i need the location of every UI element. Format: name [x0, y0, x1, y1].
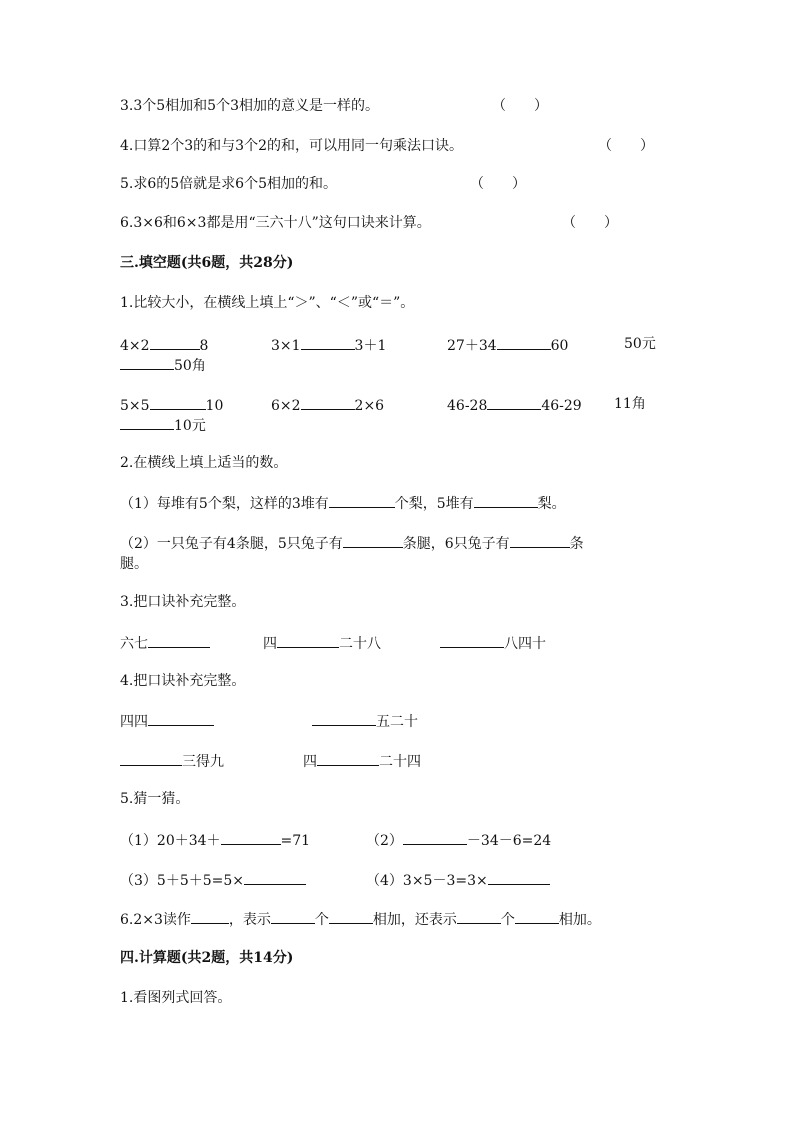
blank-line[interactable] — [312, 710, 376, 726]
compare-item-left: 11角 — [614, 396, 646, 412]
expr-right: 3＋1 — [354, 338, 387, 354]
text: （4）3×5－3=3× — [366, 873, 488, 889]
compare-item — [120, 334, 208, 356]
compare-item — [120, 394, 223, 416]
text: （3）5＋5＋5=5× — [120, 873, 244, 889]
text: 二十八 — [339, 636, 381, 652]
text: 条腿，6只兔子有 — [402, 536, 510, 552]
judge-item-4 — [120, 136, 654, 156]
text: 四四 — [120, 714, 148, 730]
blank-line[interactable] — [474, 492, 538, 508]
question-title: 1.看图列式回答。 — [120, 990, 232, 1006]
blank-line[interactable] — [150, 334, 200, 350]
sub-question — [366, 869, 550, 891]
blank-line[interactable] — [271, 908, 315, 924]
question-title: 4.把口诀补充完整。 — [120, 673, 246, 689]
expr-right: 8 — [199, 338, 209, 354]
formula-item — [120, 632, 210, 654]
blank-line[interactable] — [148, 632, 210, 648]
answer-paren[interactable]: （ ） — [562, 215, 618, 231]
blank-line[interactable] — [301, 394, 355, 410]
compare-item — [271, 334, 386, 356]
compare-item-right — [120, 414, 206, 436]
section-heading-fill-blank: 三.填空题(共6题，共28分) — [120, 255, 294, 271]
expr-right: 2×6 — [354, 398, 385, 414]
formula-item — [303, 750, 421, 772]
compare-item-left: 50元 — [624, 336, 656, 352]
blank-line[interactable] — [343, 532, 403, 548]
compare-item — [271, 394, 384, 416]
sub-question — [120, 492, 566, 514]
text: 五二十 — [376, 714, 418, 730]
compare-item — [447, 334, 568, 356]
expr-left: 3×1 — [271, 338, 301, 354]
formula-item — [120, 710, 214, 732]
sub-question — [366, 829, 551, 851]
expr-right: 60 — [550, 338, 569, 354]
text: 条 — [569, 536, 584, 552]
expr-right: 46-29 — [541, 398, 582, 414]
blank-line[interactable] — [244, 869, 306, 885]
text: 四 — [263, 636, 277, 652]
blank-line[interactable] — [120, 750, 182, 766]
blank-line[interactable] — [120, 414, 174, 430]
text: 6.2×3读作 — [120, 912, 191, 928]
answer-paren[interactable]: （ ） — [598, 138, 654, 154]
blank-line[interactable] — [440, 632, 504, 648]
text: 个 — [314, 912, 329, 928]
expr-right: 10 — [205, 398, 224, 414]
blank-line[interactable] — [277, 632, 339, 648]
question-six — [120, 908, 601, 930]
blank-line[interactable] — [329, 492, 395, 508]
text: =71 — [280, 833, 311, 849]
expr-left: 6×2 — [271, 398, 301, 414]
blank-line[interactable] — [510, 532, 570, 548]
blank-line[interactable] — [403, 829, 467, 845]
text: 三得九 — [182, 754, 224, 770]
blank-line[interactable] — [457, 908, 501, 924]
blank-line[interactable] — [148, 710, 214, 726]
text: （1）20＋34＋ — [120, 833, 221, 849]
judge-text: 6.3×6和6×3都是用“三六十八”这句口诀来计算。 — [120, 215, 431, 231]
blank-line[interactable] — [317, 750, 379, 766]
sub-question — [120, 532, 584, 554]
question-title: 5.猜一猜。 — [120, 791, 190, 807]
answer-paren[interactable]: （ ） — [470, 176, 526, 192]
text: 个 — [500, 912, 515, 928]
blank-line[interactable] — [488, 869, 550, 885]
question-title: 1.比较大小，在横线上填上“＞”、“＜”或“＝”。 — [120, 295, 415, 311]
text: ，表示 — [228, 912, 271, 928]
text: 二十四 — [379, 754, 421, 770]
blank-line[interactable] — [515, 908, 559, 924]
blank-line[interactable] — [150, 394, 206, 410]
formula-item — [440, 632, 546, 654]
text: －34－6=24 — [466, 833, 552, 849]
compare-item-right — [120, 354, 206, 376]
blank-line[interactable] — [497, 334, 551, 350]
formula-item — [312, 710, 418, 732]
expr-left: 5×5 — [120, 398, 150, 414]
judge-text: 5.求6的5倍就是求6个5相加的和。 — [120, 176, 337, 192]
judge-item-6 — [120, 213, 618, 233]
blank-line[interactable] — [191, 908, 229, 924]
expr-left: 46-28 — [447, 398, 488, 414]
judge-text: 4.口算2个3的和与3个2的和，可以用同一句乘法口诀。 — [120, 138, 463, 154]
expr-right: 50角 — [174, 358, 206, 374]
text: 四 — [303, 754, 317, 770]
text: （1）每堆有5个梨，这样的3堆有 — [120, 496, 329, 512]
judge-text: 3.3个5相加和5个3相加的意义是一样的。 — [120, 98, 379, 114]
text: 个梨，5堆有 — [394, 496, 474, 512]
question-title: 2.在横线上填上适当的数。 — [120, 455, 288, 471]
expr-left: 4×2 — [120, 338, 150, 354]
text: （2） — [366, 833, 403, 849]
text: （2）一只兔子有4条腿，5只兔子有 — [120, 536, 343, 552]
text: 八四十 — [504, 636, 546, 652]
compare-item — [447, 394, 582, 416]
expr-left: 27＋34 — [447, 338, 497, 354]
question-title: 3.把口诀补充完整。 — [120, 594, 246, 610]
section-heading-calculation: 四.计算题(共2题，共14分) — [120, 950, 294, 966]
text: 相加，还表示 — [372, 912, 457, 928]
expr-right: 10元 — [174, 418, 206, 434]
blank-line[interactable] — [301, 334, 355, 350]
judge-item-5 — [120, 174, 526, 194]
formula-item — [263, 632, 381, 654]
formula-item — [120, 750, 224, 772]
sub-question — [120, 869, 306, 891]
blank-line[interactable] — [487, 394, 541, 410]
text: 六七 — [120, 636, 148, 652]
text: 相加。 — [558, 912, 601, 928]
sub-question — [120, 829, 310, 851]
answer-paren[interactable]: （ ） — [492, 98, 548, 114]
text: 梨。 — [537, 496, 566, 512]
blank-line[interactable] — [120, 354, 174, 370]
judge-item-3 — [120, 96, 548, 116]
blank-line[interactable] — [221, 829, 281, 845]
blank-line[interactable] — [329, 908, 373, 924]
sub-question-wrap: 腿。 — [120, 556, 148, 572]
